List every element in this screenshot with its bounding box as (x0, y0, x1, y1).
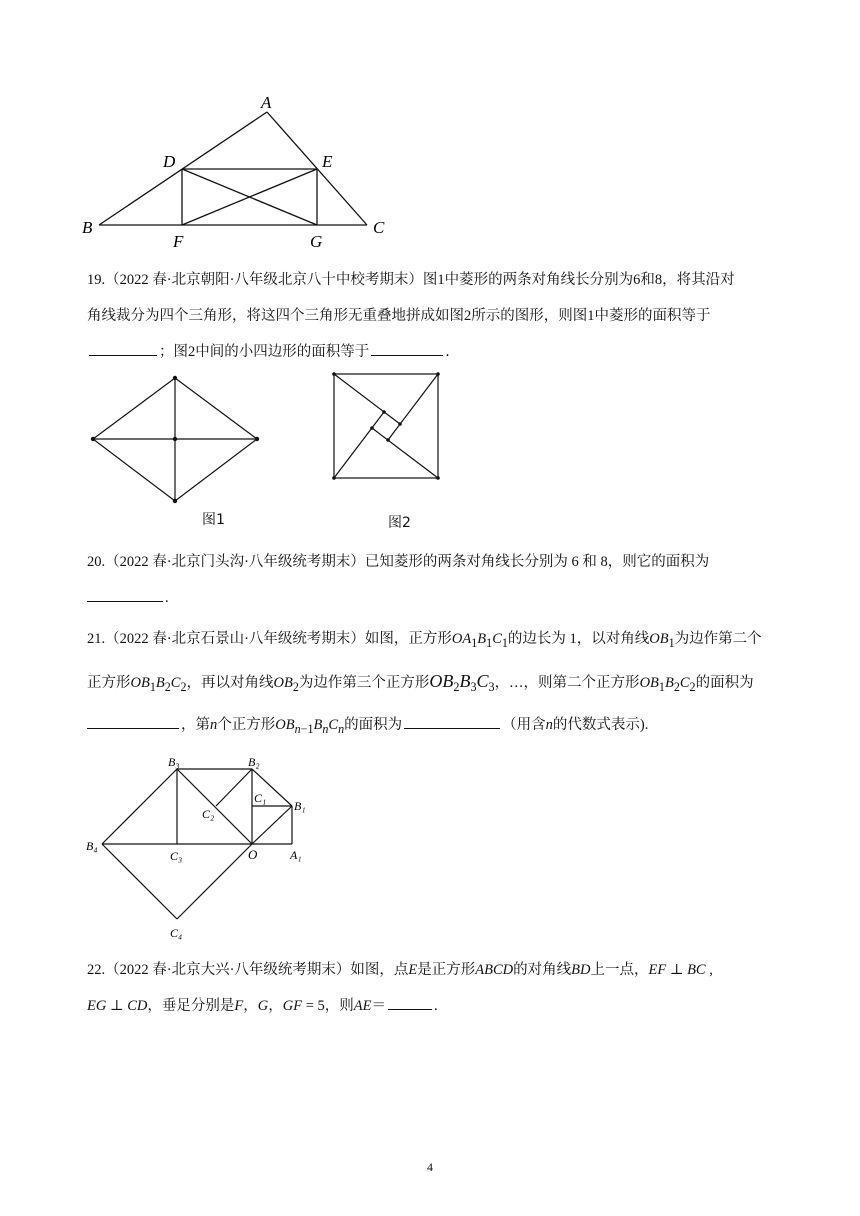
q19-line3: ；图2中间的小四边形的面积等于 ． (87, 334, 787, 370)
label-C2: C₂ (202, 807, 215, 821)
answer-blank[interactable] (87, 587, 163, 602)
q21-line1: 21.（2022 春·北京石景山·八年级统考期末）如图，正方形$OA_1B_1C_1$的边长为 1，以对角线$OB_1$为边作第二个 (87, 631, 762, 650)
label-O: O (248, 847, 258, 862)
question-22 (87, 952, 787, 1024)
triangle-figure (80, 92, 400, 252)
label-B1: B₁ (294, 799, 306, 813)
question-21 (87, 620, 787, 748)
label-B4: B₄ (86, 839, 98, 853)
square-pinwheel-figure (330, 370, 445, 485)
figure-1-caption: 图1 (202, 512, 225, 528)
nested-squares-figure (82, 752, 322, 944)
q19-line2: 角线裁分为四个三角形，将这四个三角形无重叠地拼成如图2所示的图形，则图1中菱形的面积等于 (87, 308, 711, 324)
label-B3: B₃ (168, 755, 180, 769)
label-B: B (82, 218, 93, 237)
answer-blank[interactable] (89, 341, 157, 356)
q21-line2: 正方形$OB_1B_2C_2$，再以对角线$OB_2$为边作第三个正方形$OB_2B_3C_3$，…，则第二个正方形$OB_1B_2C_2$的面积为 (87, 670, 754, 694)
label-G: G (310, 232, 323, 251)
rhombus-figure (85, 370, 270, 510)
label-F: F (173, 232, 184, 251)
q22-line2: EG ⊥ CD，垂足分别是F，G，GF = 5，则AE＝ . (87, 988, 787, 1024)
label-D: D (163, 152, 176, 171)
q20-line2: . (87, 580, 787, 616)
figure-2-caption: 图2 (388, 515, 411, 531)
label-C4: C₄ (170, 926, 183, 940)
label-A: A (261, 93, 272, 112)
label-C1: C₁ (254, 791, 267, 805)
answer-blank[interactable] (371, 341, 443, 356)
question-20 (87, 544, 787, 616)
q22-line1: 22.（2022 春·北京大兴·八年级统考期末）如图，点E是正方形ABCD的对角线BD上一点，EF ⊥ BC , (87, 962, 713, 978)
label-B2: B₂ (248, 755, 260, 769)
label-C3: C₃ (170, 849, 183, 863)
question-19 (87, 262, 787, 370)
answer-blank[interactable] (404, 714, 500, 729)
answer-blank[interactable] (388, 995, 432, 1010)
page-number: 4 (427, 1160, 433, 1174)
label-E: E (322, 152, 333, 171)
label-C: C (373, 218, 385, 237)
q20-line1: 20.（2022 春·北京门头沟·八年级统考期末）已知菱形的两条对角线长分别为 6 和 8，则它的面积为 (87, 554, 710, 570)
q21-line3: ，第n个正方形$OB_{n-1}B_nC_n$的面积为 （用含n的代数式表示). (87, 706, 787, 748)
label-A1: A₁ (290, 848, 302, 862)
answer-blank[interactable] (87, 714, 179, 729)
q19-line1: 19.（2022 春·北京朝阳·八年级北京八十中校考期末）图1中菱形的两条对角线长分别为6和8，将其沿对 (87, 272, 735, 288)
